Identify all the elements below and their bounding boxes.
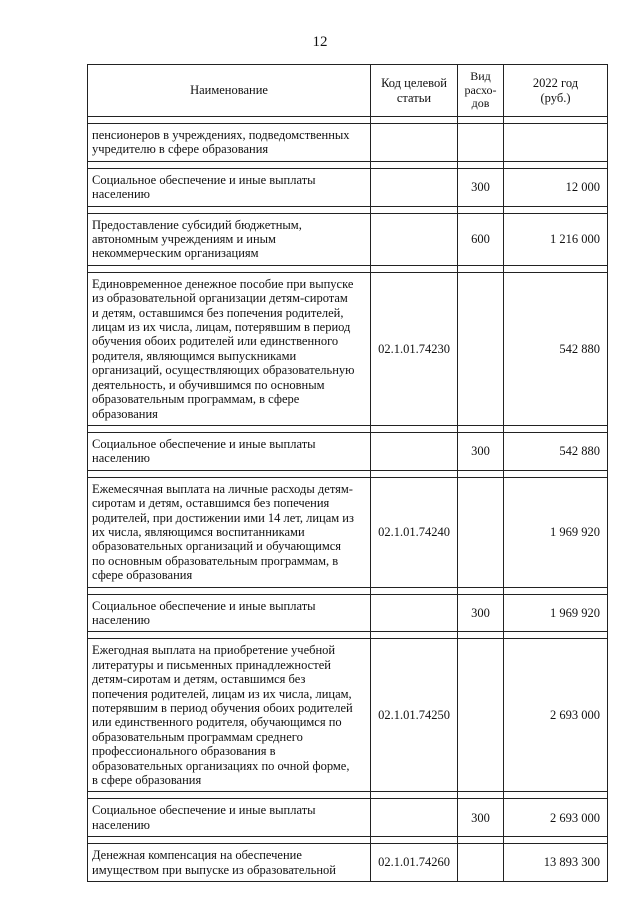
row-vid: 300: [458, 799, 504, 837]
row-code: 02.1.01.74260: [371, 844, 458, 882]
row-sum: 542 880: [504, 272, 608, 425]
table-row: [88, 213, 608, 265]
row-name-line: населению: [92, 612, 150, 627]
row-name-line: или единственного родителя, обучающимся по: [92, 715, 342, 730]
row-name: [88, 799, 371, 837]
row-name-line: обучения обоих родителей или единственного: [92, 334, 339, 349]
header-code: [371, 65, 458, 117]
row-name: [88, 168, 371, 206]
table-row: [88, 272, 608, 425]
row-sum: 2 693 000: [504, 639, 608, 792]
header-code-line1: Код целевой: [381, 76, 447, 91]
row-sum: 2 693 000: [504, 799, 608, 837]
row-sum: 1 216 000: [504, 213, 608, 265]
row-name-line: потерявшим в период обучения обоих родителей: [92, 701, 353, 715]
row-name-line: по основным образовательным программам, в: [92, 553, 339, 568]
row-name-line: литературы и письменных принадлежностей: [92, 657, 331, 672]
row-sum: 1 969 920: [504, 594, 608, 632]
row-name-line: образования: [92, 406, 158, 421]
row-name-line: Ежемесячная выплата на личные расходы детям-: [92, 481, 353, 496]
table-row: [88, 594, 608, 632]
row-spacer: [88, 632, 608, 639]
row-name-line: населению: [92, 187, 150, 202]
row-spacer: [88, 587, 608, 594]
row-name: [88, 213, 371, 265]
row-vid: 600: [458, 213, 504, 265]
table-row: [88, 477, 608, 587]
table-header: [88, 65, 608, 124]
row-sum: [504, 124, 608, 162]
row-vid: [458, 124, 504, 162]
row-spacer: [88, 792, 608, 799]
row-name-line: деятельность, и обучившимся по основным: [92, 377, 325, 392]
header-vid-line2: расхо-: [464, 82, 497, 97]
row-name-line: их числа, являющимся воспитанниками: [92, 524, 305, 539]
table-row: [88, 432, 608, 470]
row-sum: 1 969 920: [504, 477, 608, 587]
row-name: [88, 639, 371, 792]
row-name-line: Предоставление субсидий бюджетным,: [92, 217, 302, 232]
row-name-line: имуществом при выпуске из образовательной: [92, 862, 337, 877]
row-name-line: профессионального образования в: [92, 744, 276, 759]
row-name-line: Социальное обеспечение и иные выплаты: [92, 803, 316, 818]
page-number: 12: [312, 34, 328, 50]
row-vid: [458, 844, 504, 882]
row-name-line: образовательных организациях по очной форме,: [92, 758, 350, 773]
row-name-line: Социальное обеспечение и иные выплаты: [92, 598, 316, 613]
row-name-line: Социальное обеспечение и иные выплаты: [92, 436, 316, 451]
row-spacer: [88, 206, 608, 213]
row-spacer: [88, 470, 608, 477]
row-name: [88, 124, 371, 162]
header-sum-line2: (руб.): [540, 90, 571, 105]
row-name-line: попечения родителей, лицам из их числа, лицам,: [92, 686, 352, 701]
row-name-line: и детям, оставшимся без попечения родителей,: [92, 305, 344, 320]
budget-table: [87, 64, 608, 882]
row-sum: 12 000: [504, 168, 608, 206]
row-name-line: некоммерческим организациям: [92, 246, 259, 261]
row-name-line: автономным учреждениям и иным: [92, 232, 276, 247]
row-name-line: образовательным программам, в сфере: [92, 392, 300, 407]
row-name-line: Социальное обеспечение и иные выплаты: [92, 172, 316, 187]
row-name-line: лицам из их числа, лицам, потерявшим в период: [92, 320, 351, 335]
row-name-line: учредителю в сфере образования: [92, 142, 269, 157]
header-vid: [458, 65, 504, 117]
row-vid: 300: [458, 594, 504, 632]
row-name-line: Ежегодная выплата на приобретение учебной: [92, 643, 336, 658]
row-code: 02.1.01.74230: [371, 272, 458, 425]
row-name-line: пенсионеров в учреждениях, подведомственных: [92, 128, 350, 142]
header-spacer: [88, 117, 608, 124]
row-sum: 13 893 300: [504, 844, 608, 882]
row-name-line: Единовременное денежное пособие при выпуске: [92, 276, 354, 291]
row-code: [371, 168, 458, 206]
table-row: [88, 799, 608, 837]
row-name: [88, 844, 371, 882]
row-vid: [458, 639, 504, 792]
row-sum: 542 880: [504, 432, 608, 470]
row-vid: [458, 272, 504, 425]
row-name-line: населению: [92, 817, 150, 832]
row-spacer: [88, 837, 608, 844]
row-name-line: родителей, при достижении ими 14 лет, лицам из: [92, 510, 354, 525]
table-row: [88, 639, 608, 792]
row-code: 02.1.01.74240: [371, 477, 458, 587]
header-vid-line1: Вид: [470, 69, 491, 84]
row-name-line: сиротам и детям, оставшимся без попечения: [92, 496, 330, 511]
row-code: [371, 213, 458, 265]
row-name-line: детям-сиротам и детям, оставшимся без: [92, 672, 306, 687]
row-code: 02.1.01.74250: [371, 639, 458, 792]
header-sum: [504, 65, 608, 117]
row-name: [88, 272, 371, 425]
header-name: Наименование: [88, 65, 371, 117]
row-name-line: родителя, являющимся выпускниками: [92, 348, 297, 363]
row-name-line: сфере образования: [92, 568, 193, 583]
row-name-line: из образовательной организации детям-сиротам: [92, 291, 348, 306]
row-code: [371, 594, 458, 632]
header-vid-line3: дов: [471, 96, 490, 111]
header-sum-line1: 2022 год: [532, 76, 579, 91]
row-name: [88, 594, 371, 632]
row-vid: 300: [458, 168, 504, 206]
row-vid: [458, 477, 504, 587]
table-body: [88, 124, 608, 882]
table-row: [88, 124, 608, 162]
row-code: [371, 124, 458, 162]
table-row: [88, 168, 608, 206]
row-spacer: [88, 425, 608, 432]
row-name-line: Денежная компенсация на обеспечение: [92, 848, 302, 863]
header-code-line2: статьи: [396, 90, 432, 105]
row-name-line: в сфере образования: [92, 773, 202, 788]
row-code: [371, 432, 458, 470]
row-name-line: образовательных организаций и обучающимся: [92, 539, 342, 554]
row-spacer: [88, 161, 608, 168]
row-spacer: [88, 265, 608, 272]
row-code: [371, 799, 458, 837]
row-vid: 300: [458, 432, 504, 470]
row-name: [88, 477, 371, 587]
table-row: [88, 844, 608, 882]
row-name: [88, 432, 371, 470]
row-name-line: образовательным программам среднего: [92, 729, 303, 744]
row-name-line: населению: [92, 451, 150, 466]
row-name-line: организаций, осуществляющих образовательную: [92, 363, 355, 378]
